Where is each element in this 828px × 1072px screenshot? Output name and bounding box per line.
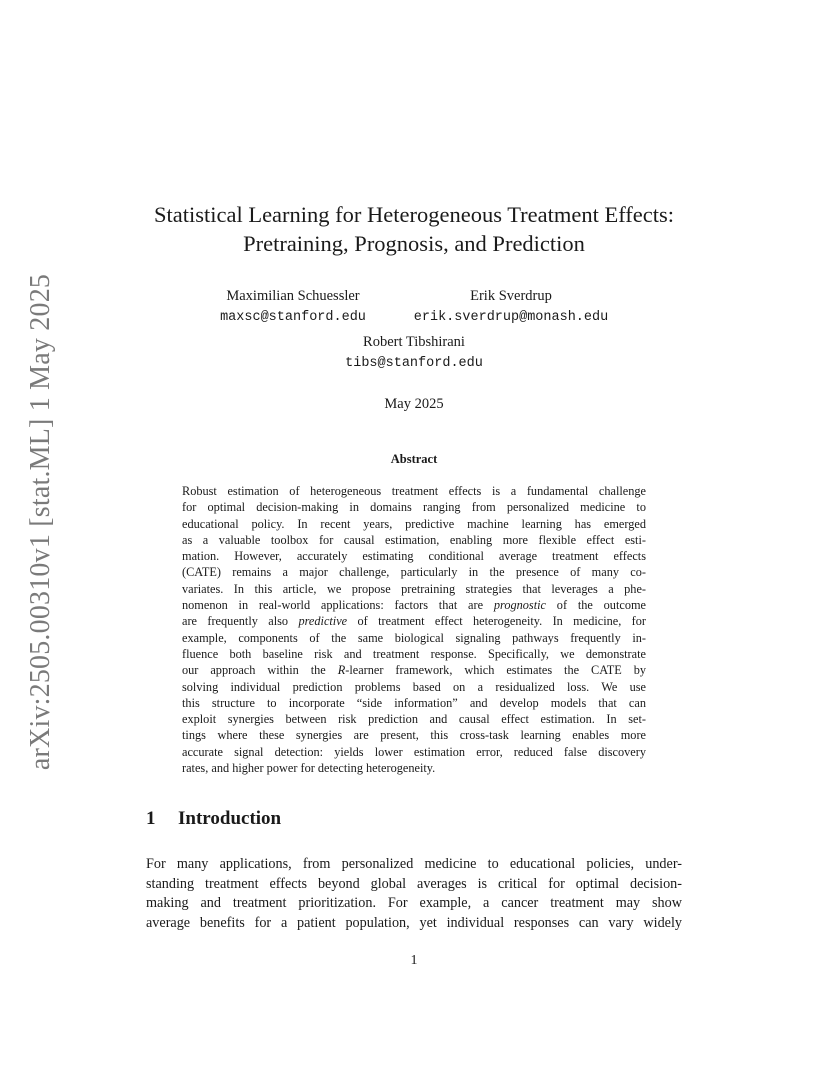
paragraph-line: making and treatment prioritization. For example, a cancer treatment may show (146, 895, 682, 911)
page-number: 1 (410, 953, 418, 968)
abstract-emphasis: predictive (298, 614, 348, 629)
author-email[interactable]: tibs@stanford.edu (345, 356, 483, 371)
paper-title-line-1: Statistical Learning for Heterogeneous Treatment Effects: (153, 202, 675, 227)
abstract-line: rates, and higher power for detecting heterogeneity. (182, 761, 436, 776)
abstract-line: fluence both baseline risk and treatment response. Specifically, we demonstrate (182, 646, 646, 661)
abstract-line: as a valuable toolbox for causal estimation, enabling more flexible effect esti- (182, 532, 646, 547)
publication-date: May 2025 (384, 396, 444, 412)
abstract-line (182, 613, 646, 629)
abstract-body (182, 483, 646, 776)
author-name: Robert Tibshirani (363, 334, 465, 350)
abstract-line: accurate signal detection: yields lower estimation error, reduced false discovery (182, 744, 646, 759)
abstract-line: educational policy. In recent years, predictive machine learning has emerged (182, 516, 646, 531)
abstract-line: Robust estimation of heterogeneous treatment effects is a fundamental challenge (182, 484, 646, 498)
paragraph-line: For many applications, from personalized medicine to educational policies, under- (146, 856, 682, 872)
arxiv-identifier: arXiv:2505.00310v1 [stat.ML] 1 May 2025 (25, 273, 56, 771)
abstract-text: nomenon in real-world applications: factors that are (182, 598, 484, 613)
author-block (200, 286, 386, 328)
abstract-text: are frequently also (182, 614, 299, 629)
paragraph-line: standing treatment effects beyond global averages is critical for optimal decision- (146, 875, 682, 892)
abstract-line: solving individual prediction problems based on a residualized loss. We use (182, 679, 646, 694)
introduction-paragraph (146, 855, 682, 933)
abstract-emphasis: R (337, 663, 346, 678)
abstract-heading: Abstract (390, 452, 438, 466)
abstract-text: our approach within the (182, 663, 338, 678)
paper-title (120, 200, 708, 258)
section-title: Introduction (178, 808, 282, 829)
abstract-text: of treatment effect heterogeneity. In medicine, for (347, 614, 647, 629)
paragraph-line: average benefits for a patient population, yet individual responses can vary widely (146, 914, 682, 931)
section-heading (146, 808, 281, 830)
abstract-line: example, components of the same biological signaling pathways frequently in- (182, 630, 646, 645)
abstract-line: variates. In this article, we propose pretraining strategies that leverages a phe- (182, 581, 646, 596)
abstract-line: tings where these synergies are present, this cross-task learning enables more (182, 728, 646, 743)
author-email[interactable]: maxsc@stanford.edu (220, 310, 366, 325)
abstract-line: (CATE) remains a major challenge, particularly in the presence of many co- (182, 565, 646, 580)
paper-title-line-2: Pretraining, Prognosis, and Prediction (243, 231, 585, 256)
abstract-text: of the outcome (546, 598, 646, 613)
abstract-line: this structure to incorporate “side information” and develop models that can (182, 695, 646, 710)
abstract-line: exploit synergies between risk prediction and causal effect estimation. In set- (182, 712, 646, 727)
author-block (314, 332, 514, 374)
abstract-line (182, 597, 646, 613)
author-block (404, 286, 618, 328)
author-name: Maximilian Schuessler (226, 288, 360, 304)
abstract-line: mation. However, accurately estimating conditional average treatment effects (182, 549, 646, 564)
abstract-emphasis: prognostic (493, 598, 546, 613)
section-number: 1 (146, 808, 156, 829)
author-name: Erik Sverdrup (470, 288, 552, 304)
author-email[interactable]: erik.sverdrup@monash.edu (413, 310, 609, 325)
abstract-line: for optimal decision-making in domains ranging from personalized medicine to (182, 500, 646, 515)
abstract-text: -learner framework, which estimates the CATE by (345, 663, 647, 678)
abstract-line (182, 662, 646, 678)
